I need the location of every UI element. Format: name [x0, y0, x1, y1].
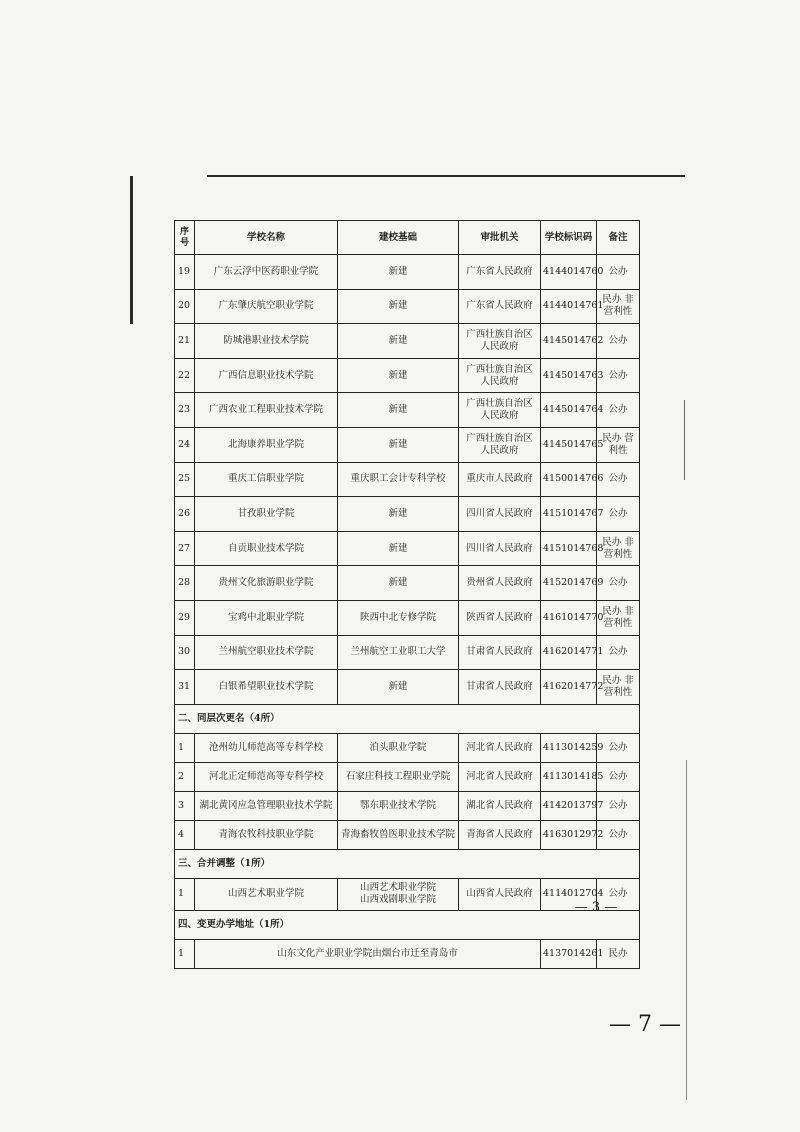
section-heading	[175, 849, 640, 878]
cell-basis: 泊头职业学院	[338, 733, 459, 762]
cell-code: 4161014770	[541, 600, 597, 635]
cell-no: 1	[175, 878, 195, 910]
table-row	[175, 733, 640, 762]
cell-basis: 新建	[338, 427, 459, 462]
cell-code: 4145014764	[541, 393, 597, 428]
table-row	[175, 427, 640, 462]
cell-code: 4151014768	[541, 531, 597, 566]
cell-authority: 山西省人民政府	[459, 878, 541, 910]
cell-note: 公办	[597, 791, 640, 820]
cell-name: 河北正定师范高等专科学校	[195, 762, 338, 791]
table-row	[175, 358, 640, 393]
cell-note: 民办	[597, 939, 640, 968]
cell-code: 4145014765	[541, 427, 597, 462]
cell-name: 兰州航空职业技术学院	[195, 635, 338, 670]
cell-authority: 广西壮族自治区 人民政府	[459, 427, 541, 462]
cell-authority: 广东省人民政府	[459, 255, 541, 290]
section-title: 三、合并调整（1所）	[175, 849, 640, 878]
section-heading	[175, 704, 640, 733]
cell-code: 4113014185	[541, 762, 597, 791]
cell-no: 1	[175, 733, 195, 762]
cell-note: 公办	[597, 255, 640, 290]
cell-code: 4144014761	[541, 289, 597, 324]
cell-authority: 陕西省人民政府	[459, 600, 541, 635]
table-row	[175, 600, 640, 635]
cell-code: 4145014762	[541, 324, 597, 359]
cell-name: 防城港职业技术学院	[195, 324, 338, 359]
outer-page-number: — 7 —	[609, 1012, 681, 1037]
cell-basis: 石家庄科技工程职业学院	[338, 762, 459, 791]
basis-line: 山西戏剧职业学院	[359, 894, 436, 906]
cell-note: 公办	[597, 324, 640, 359]
inner-page-number: — 3 —	[574, 900, 618, 915]
header-note: 备注	[597, 221, 640, 255]
cell-authority: 四川省人民政府	[459, 531, 541, 566]
cell-no: 21	[175, 324, 195, 359]
cell-authority: 甘肃省人民政府	[459, 635, 541, 670]
cell-basis: 新建	[338, 531, 459, 566]
cell-name: 甘孜职业学院	[195, 497, 338, 532]
cell-no: 24	[175, 427, 195, 462]
cell-note: 公办	[597, 762, 640, 791]
cell-no: 26	[175, 497, 195, 532]
cell-no: 4	[175, 820, 195, 849]
table-row	[175, 820, 640, 849]
cell-no: 19	[175, 255, 195, 290]
header-authority: 审批机关	[459, 221, 541, 255]
cell-no: 23	[175, 393, 195, 428]
basis-line: 山西艺术职业学院	[359, 882, 436, 894]
cell-name: 重庆工信职业学院	[195, 462, 338, 497]
cell-name: 广西信息职业技术学院	[195, 358, 338, 393]
table-row	[175, 255, 640, 290]
cell-name: 广东肇庆航空职业学院	[195, 289, 338, 324]
cell-note: 公办	[597, 462, 640, 497]
cell-no: 25	[175, 462, 195, 497]
table-row	[175, 762, 640, 791]
cell-no: 27	[175, 531, 195, 566]
cell-authority: 甘肃省人民政府	[459, 670, 541, 705]
table-row	[175, 462, 640, 497]
cell-note: 公办	[597, 635, 640, 670]
cell-no: 22	[175, 358, 195, 393]
cell-note: 公办	[597, 358, 640, 393]
cell-note: 民办 非营利性	[597, 670, 640, 705]
cell-note: 民办 非营利性	[597, 289, 640, 324]
scan-edge-left	[130, 176, 133, 324]
cell-basis: 新建	[338, 358, 459, 393]
cell-no: 3	[175, 791, 195, 820]
cell-code: 4163012972	[541, 820, 597, 849]
cell-basis: 新建	[338, 670, 459, 705]
cell-code: 4162014772	[541, 670, 597, 705]
table-row	[175, 635, 640, 670]
table-row	[175, 670, 640, 705]
scan-edge-right-lower	[686, 760, 687, 1100]
section-title: 四、变更办学地址（1所）	[175, 910, 640, 939]
cell-code: 4142013797	[541, 791, 597, 820]
cell-code: 4145014763	[541, 358, 597, 393]
cell-note: 公办	[597, 733, 640, 762]
cell-note: 公办	[597, 878, 640, 910]
cell-no: 30	[175, 635, 195, 670]
table-row	[175, 289, 640, 324]
cell-authority: 河北省人民政府	[459, 762, 541, 791]
cell-authority: 青海省人民政府	[459, 820, 541, 849]
cell-code: 4150014766	[541, 462, 597, 497]
table-row	[175, 324, 640, 359]
cell-name: 广西农业工程职业技术学院	[195, 393, 338, 428]
cell-code: 4144014760	[541, 255, 597, 290]
cell-no: 2	[175, 762, 195, 791]
cell-no: 29	[175, 600, 195, 635]
cell-basis: 重庆职工会计专科学校	[338, 462, 459, 497]
cell-authority: 河北省人民政府	[459, 733, 541, 762]
cell-no: 1	[175, 939, 195, 968]
cell-name: 贵州文化旅游职业学院	[195, 566, 338, 601]
table-row	[175, 566, 640, 601]
header-name: 学校名称	[195, 221, 338, 255]
cell-no: 28	[175, 566, 195, 601]
cell-authority: 广西壮族自治区 人民政府	[459, 358, 541, 393]
cell-basis	[338, 878, 459, 910]
cell-basis: 新建	[338, 393, 459, 428]
cell-code: 4137014261	[541, 939, 597, 968]
cell-name: 湖北黄冈应急管理职业技术学院	[195, 791, 338, 820]
cell-code: 4151014767	[541, 497, 597, 532]
header-code: 学校标识码	[541, 221, 597, 255]
cell-basis: 鄂东职业技术学院	[338, 791, 459, 820]
cell-authority: 湖北省人民政府	[459, 791, 541, 820]
cell-basis: 青海畜牧兽医职业技术学院	[338, 820, 459, 849]
cell-no: 20	[175, 289, 195, 324]
section-title: 二、同层次更名（4所）	[175, 704, 640, 733]
cell-name: 北海康养职业学院	[195, 427, 338, 462]
cell-name: 沧州幼儿师范高等专科学校	[195, 733, 338, 762]
cell-note: 公办	[597, 566, 640, 601]
cell-name: 宝鸡中北职业学院	[195, 600, 338, 635]
table-row	[175, 939, 640, 968]
cell-basis: 新建	[338, 324, 459, 359]
cell-basis: 新建	[338, 289, 459, 324]
cell-basis: 新建	[338, 255, 459, 290]
cell-note: 民办 营利性	[597, 427, 640, 462]
cell-code: 4162014771	[541, 635, 597, 670]
table-row	[175, 531, 640, 566]
table-row	[175, 497, 640, 532]
school-table	[174, 220, 640, 969]
cell-code: 4114012704	[541, 878, 597, 910]
cell-note: 公办	[597, 497, 640, 532]
cell-name: 青海农牧科技职业学院	[195, 820, 338, 849]
cell-name: 自贡职业技术学院	[195, 531, 338, 566]
cell-note: 民办 非营利性	[597, 600, 640, 635]
header-no: 序号	[175, 221, 195, 255]
cell-note: 公办	[597, 393, 640, 428]
cell-code: 4152014769	[541, 566, 597, 601]
cell-authority: 四川省人民政府	[459, 497, 541, 532]
cell-basis: 新建	[338, 497, 459, 532]
cell-description: 山东文化产业职业学院由烟台市迁至青岛市	[195, 939, 541, 968]
table-row	[175, 393, 640, 428]
cell-note: 公办	[597, 820, 640, 849]
scan-edge-right	[684, 400, 685, 480]
cell-basis: 兰州航空工业职工大学	[338, 635, 459, 670]
cell-code: 4113014259	[541, 733, 597, 762]
cell-basis: 新建	[338, 566, 459, 601]
cell-authority: 贵州省人民政府	[459, 566, 541, 601]
table-row	[175, 791, 640, 820]
cell-authority: 广东省人民政府	[459, 289, 541, 324]
cell-basis: 陕西中北专修学院	[338, 600, 459, 635]
top-rule	[207, 175, 685, 177]
cell-name: 白银希望职业技术学院	[195, 670, 338, 705]
cell-name: 广东云浮中医药职业学院	[195, 255, 338, 290]
header-basis: 建校基础	[338, 221, 459, 255]
cell-note: 民办 非营利性	[597, 531, 640, 566]
table-header-row	[175, 221, 640, 255]
cell-authority: 重庆市人民政府	[459, 462, 541, 497]
cell-no: 31	[175, 670, 195, 705]
cell-authority: 广西壮族自治区 人民政府	[459, 393, 541, 428]
cell-name: 山西艺术职业学院	[195, 878, 338, 910]
cell-authority: 广西壮族自治区 人民政府	[459, 324, 541, 359]
